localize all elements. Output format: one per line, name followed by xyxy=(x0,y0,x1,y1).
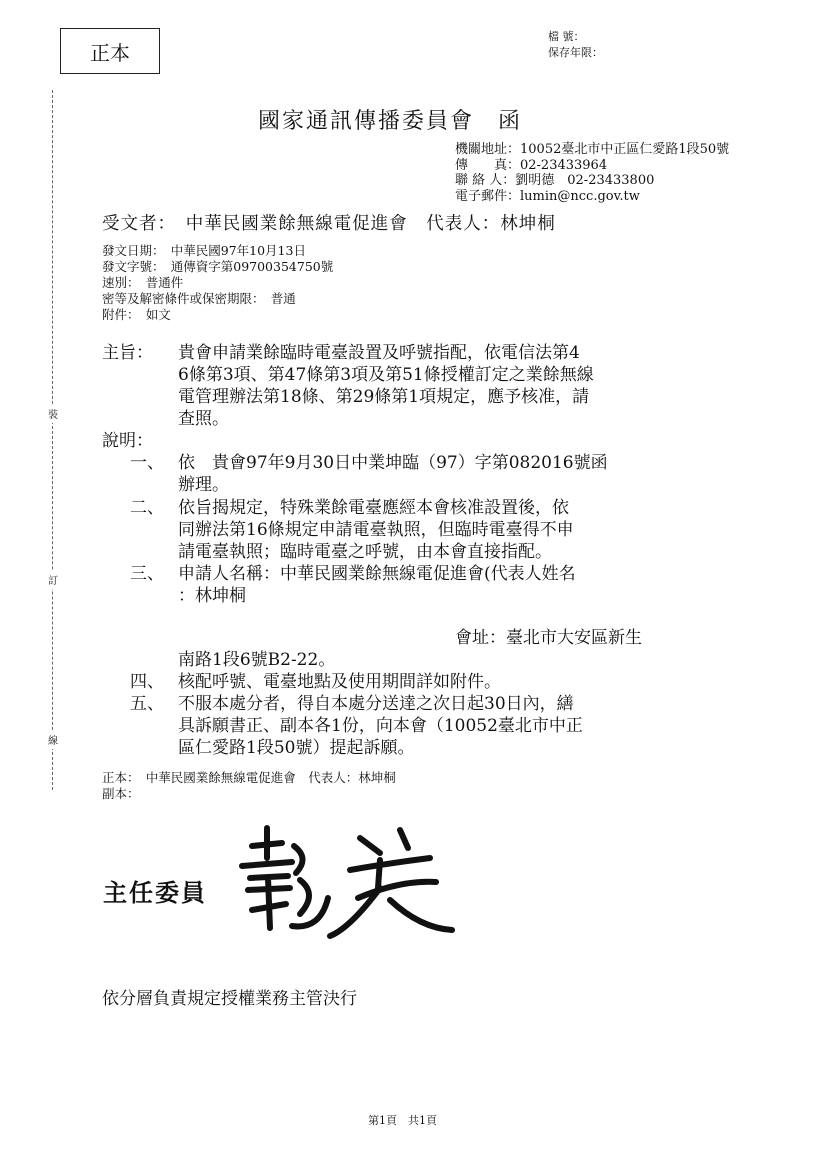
fax-number: 傳 真：02-23433964 xyxy=(455,157,608,173)
subject-line: 電管理辦法第18條、第29條第1項規定，應予核准，請 xyxy=(178,387,590,407)
item-line: 區仁愛路1段50號）提起訴願。 xyxy=(178,738,415,758)
item-text xyxy=(178,693,583,759)
classification: 密等及解密條件或保密期限： 普通 xyxy=(102,291,296,306)
address-line: 會址：臺北市大安區新生 xyxy=(455,628,642,648)
signatory-title: 主任委員 xyxy=(103,879,207,907)
item-text xyxy=(178,497,574,563)
item-line: 申請人名稱：中華民國業餘無線電促進會(代表人姓名 xyxy=(178,564,576,584)
subject-label: 主旨： xyxy=(102,343,153,363)
stamp-label: 正本 xyxy=(90,40,130,65)
item-line: 依旨揭規定，特殊業餘電臺應經本會核准設置後，依 xyxy=(178,498,569,518)
item-line: 辦理。 xyxy=(178,475,229,495)
item-line: 依 貴會97年9月30日中業坤臨（97）字第082016號函 xyxy=(178,453,608,473)
document-number: 發文字號： 通傳資字第09700354750號 xyxy=(102,259,334,274)
recipient-line: 受文者： 中華民國業餘無線電促進會 代表人：林坤桐 xyxy=(102,214,556,234)
file-number-label: 檔 號： xyxy=(548,30,585,43)
agency-address: 機關地址：10052臺北市中正區仁愛路1段50號 xyxy=(455,142,730,157)
item-line: 具訴願書正、副本各1份，向本會（10052臺北市中正 xyxy=(178,716,583,736)
document-title: 國家通訊傳播委員會 函 xyxy=(258,109,523,134)
subject-line: 6條第3項、第47條第3項及第51條授權訂定之業餘無線 xyxy=(178,365,594,385)
item-line: 同辦法第16條規定申請電臺執照，但臨時電臺得不申 xyxy=(178,520,574,540)
item-text xyxy=(178,671,501,693)
item-line: 不服本處分者，得自本處分送達之次日起30日內，繕 xyxy=(178,694,574,714)
binding-line xyxy=(52,90,53,790)
urgency: 速別： 普通件 xyxy=(102,275,184,290)
binding-mark-line: 線 xyxy=(48,730,58,749)
item-line: 請電臺執照；臨時電臺之呼號，由本會直接指配。 xyxy=(178,542,552,562)
contact-person: 聯 絡 人：劉明德 02-23433800 xyxy=(455,173,655,188)
retention-period-label: 保存年限： xyxy=(548,46,603,59)
subject-line: 查照。 xyxy=(178,409,229,429)
item-line: 核配呼號、電臺地點及使用期間詳如附件。 xyxy=(178,672,501,692)
original-copy-stamp xyxy=(60,28,160,74)
delegation-statement: 依分層負責規定授權業務主管決行 xyxy=(102,989,357,1009)
item-text xyxy=(178,563,576,607)
issue-date: 發文日期： 中華民國97年10月13日 xyxy=(102,243,306,258)
subject-text xyxy=(178,342,594,430)
binding-mark-staple: 訂 xyxy=(48,570,58,589)
item-line: ：林坤桐 xyxy=(178,586,246,606)
explanation-label: 說明： xyxy=(102,431,153,451)
cc-copy: 副本： xyxy=(102,786,140,801)
item-number: 五、 xyxy=(130,694,164,714)
attachment: 附件： 如文 xyxy=(102,307,171,322)
cc-original: 正本： 中華民國業餘無線電促進會 代表人：林坤桐 xyxy=(102,770,396,785)
item-number: 一、 xyxy=(130,453,164,473)
document-meta xyxy=(102,243,333,323)
item-text xyxy=(178,452,608,496)
address-line: 南路1段6號B2-22。 xyxy=(178,650,336,670)
handwritten-signature xyxy=(230,818,460,948)
item-number: 二、 xyxy=(130,498,164,518)
contact-block xyxy=(455,142,729,204)
subject-line: 貴會申請業餘臨時電臺設置及呼號指配，依電信法第4 xyxy=(178,343,580,363)
page-number: 第1頁 共1頁 xyxy=(368,1114,437,1127)
email-address: 電子郵件：lumin@ncc.gov.tw xyxy=(455,188,640,204)
binding-mark-bind: 裝 xyxy=(48,404,58,423)
item-number: 三、 xyxy=(130,564,164,584)
item-number: 四、 xyxy=(130,672,164,692)
